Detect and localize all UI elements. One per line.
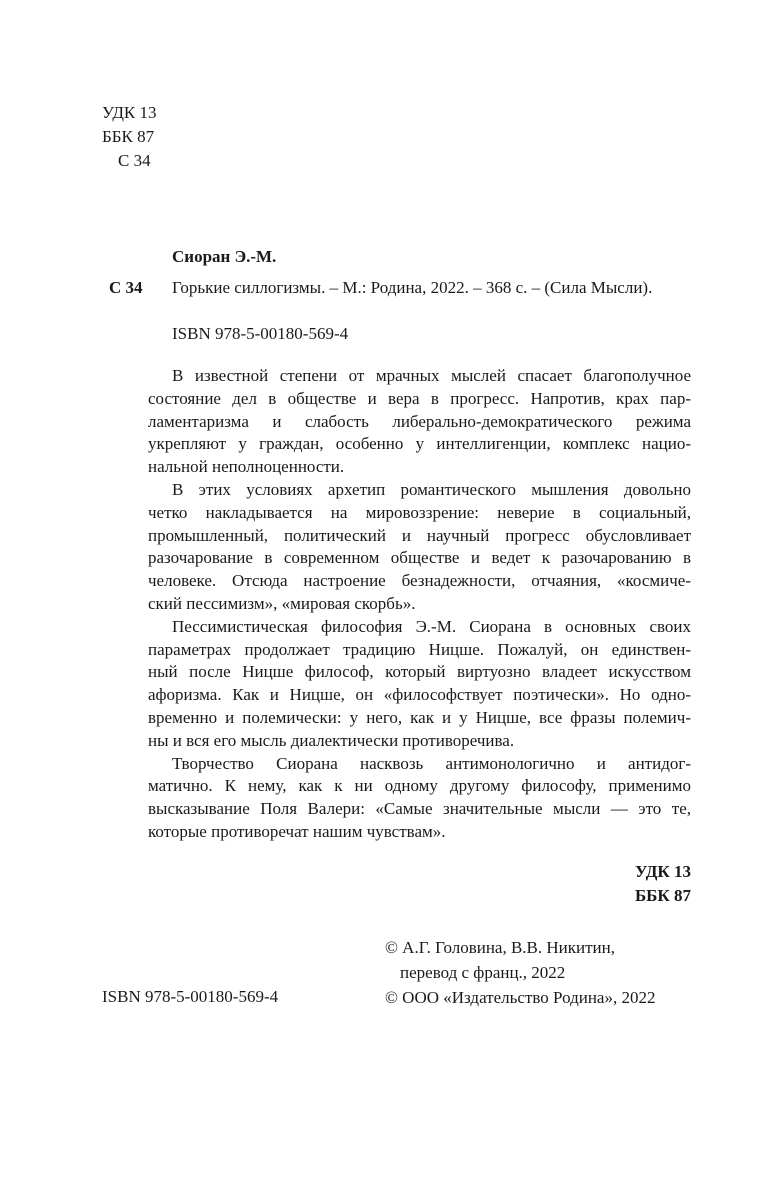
abstract-paragraph [148, 479, 691, 616]
abstract-paragraph [148, 753, 691, 844]
udk-code: УДК 13 [102, 103, 157, 122]
isbn-top: ISBN 978-5-00180-569-4 [172, 324, 349, 343]
isbn-bottom: ISBN 978-5-00180-569-4 [102, 987, 279, 1006]
text-line: человеке. Отсюда настроение безнадежности, отчаяния, «космиче- [148, 571, 691, 591]
text-line: ламентаризма и слабость либерально-демократического режима [148, 411, 691, 431]
text-line: разочарование в современном обществе и ведет к разочарованию в [148, 548, 691, 568]
text-line: высказывание Поля Валери: «Самые значительные мысли — это те, [148, 799, 691, 819]
text-line: укрепляют у граждан, особенно у интеллигенции, комплекс нацио- [148, 434, 691, 454]
text-line: временно и полемически: у него, как и у Ницше, все фразы полемич- [148, 707, 691, 727]
text-line: параметрах продолжает традицию Ницше. Пожалуй, он единствен- [148, 639, 691, 659]
text-line: ный после Ницше философ, который виртуозно владеет искусством [148, 662, 691, 682]
author-mark: С 34 [109, 278, 143, 297]
text-line: Творчество Сиорана насквозь антимонологично и антидог- [172, 753, 691, 773]
text-line: ны и вся его мысль диалектически противоречива. [148, 730, 515, 750]
text-line: четко накладывается на мировоззрение: неверие в социальный, [148, 502, 691, 522]
text-line: ский пессимизм», «мировая скорбь». [148, 593, 416, 613]
abstract-paragraph [148, 616, 691, 753]
text-line: нальной неполноценности. [148, 457, 345, 477]
text-line: Пессимистическая философия Э.-М. Сиорана в основных своих [172, 616, 691, 636]
abstract-text [148, 365, 691, 844]
text-line: В этих условиях архетип романтического мышления довольно [172, 479, 691, 499]
author-mark-code: С 34 [118, 151, 151, 170]
text-line: состояние дел в обществе и вера в прогресс. Напротив, крах пар- [148, 388, 691, 408]
copyright-translators: © А.Г. Головина, В.В. Никитин, [385, 938, 615, 957]
author-name: Сиоран Э.-М. [172, 247, 277, 266]
bibliographic-line: Горькие силлогизмы. – М.: Родина, 2022. – 368 с. – (Сила Мысли). [172, 278, 653, 297]
text-line: промышленный, политический и научный прогресс обусловливает [148, 525, 691, 545]
copyright-translation-note: перевод с франц., 2022 [400, 963, 566, 982]
text-line: В известной степени от мрачных мыслей спасает благополучное [172, 366, 691, 385]
classification-codes-top [102, 101, 157, 173]
text-line: афоризма. Как и Ницше, он «философствует поэтически». Но одно- [148, 685, 691, 705]
bbk-code: ББК 87 [102, 127, 155, 146]
abstract-paragraph [148, 365, 691, 479]
udk-code: УДК 13 [634, 862, 691, 881]
classification-codes-bottom [635, 860, 691, 908]
text-line: матично. К нему, как к ни одному другому философу, применимо [148, 776, 691, 796]
text-line: которые противоречат нашим чувствам». [148, 821, 446, 841]
copyright-publisher: © ООО «Издательство Родина», 2022 [385, 988, 656, 1007]
bbk-code: ББК 87 [634, 886, 691, 905]
copyright-block [385, 935, 655, 1010]
